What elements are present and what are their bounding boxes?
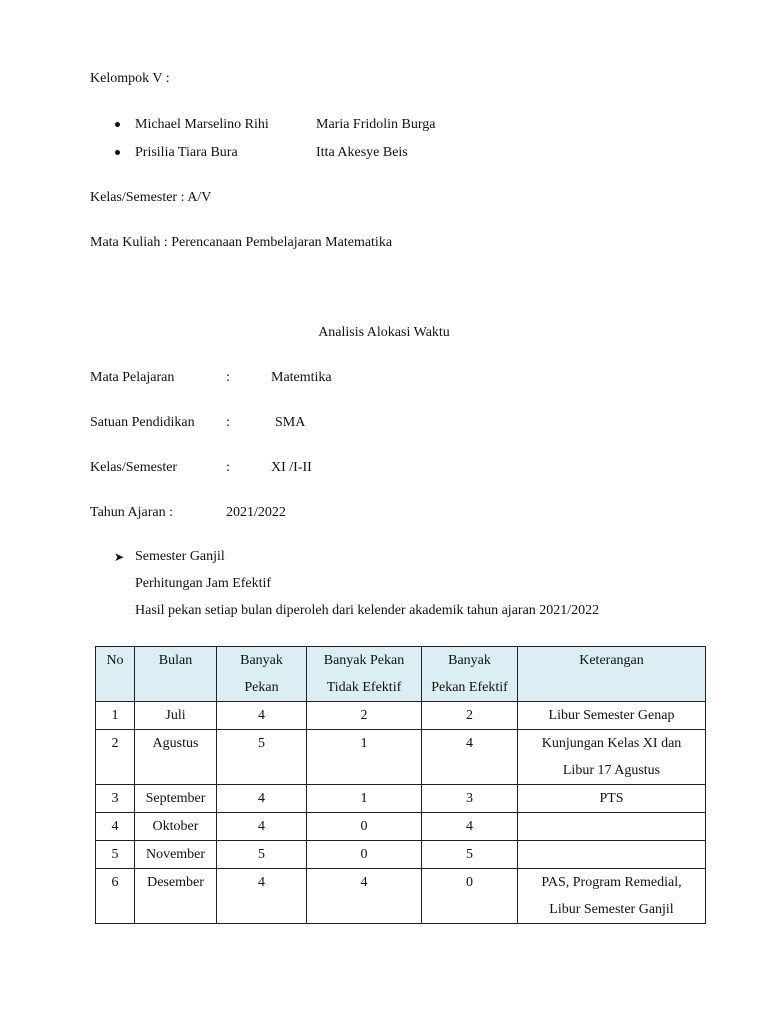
class-semester: Kelas/Semester : A/V: [90, 190, 212, 205]
cell-keterangan: Libur Semester Genap: [518, 702, 706, 730]
group-label: Kelompok V :: [90, 71, 170, 86]
class-colon: :: [226, 460, 230, 475]
cell-bulan: September: [135, 785, 217, 813]
header-keterangan: Keterangan: [518, 647, 706, 702]
table-row: [96, 841, 706, 869]
cell-tidak-efektif: 1: [307, 730, 422, 785]
table-row: [96, 702, 706, 730]
cell-pekan: 4: [217, 785, 307, 813]
table-row: [96, 730, 706, 785]
member-name: Maria Fridolin Burga: [316, 117, 436, 132]
table-header-row: [96, 647, 706, 702]
subject-label: Mata Pelajaran: [90, 370, 175, 385]
cell-no: 1: [96, 702, 135, 730]
table-row: [96, 785, 706, 813]
member-name: Itta Akesye Beis: [316, 145, 408, 160]
cell-bulan: November: [135, 841, 217, 869]
cell-no: 2: [96, 730, 135, 785]
member-name: Michael Marselino Rihi: [135, 117, 269, 132]
subject-value: Matemtika: [271, 370, 332, 385]
cell-tidak-efektif: 0: [307, 841, 422, 869]
subject-colon: :: [226, 370, 230, 385]
class-value: XI /I-II: [271, 460, 312, 475]
cell-efektif: 2: [422, 702, 518, 730]
header-bulan: Bulan: [135, 647, 217, 702]
section-line: Hasil pekan setiap bulan diperoleh dari kelender akademik tahun ajaran 2021/2022: [135, 603, 600, 618]
cell-pekan: 5: [217, 730, 307, 785]
cell-keterangan: PTS: [518, 785, 706, 813]
cell-keterangan: [518, 841, 706, 869]
cell-keterangan: PAS, Program Remedial, Libur Semester Ganjil: [518, 869, 706, 924]
unit-value: SMA: [275, 415, 306, 430]
year-value: 2021/2022: [226, 505, 286, 520]
cell-keterangan: [518, 813, 706, 841]
cell-bulan: Oktober: [135, 813, 217, 841]
section-heading: Semester Ganjil: [135, 549, 225, 564]
table-row: [96, 869, 706, 924]
cell-tidak-efektif: 0: [307, 813, 422, 841]
header-pekan-tidak-efektif: Banyak Pekan Tidak Efektif: [307, 647, 422, 702]
document-title: Analisis Alokasi Waktu: [318, 325, 450, 340]
unit-label: Satuan Pendidikan: [90, 415, 195, 430]
cell-tidak-efektif: 4: [307, 869, 422, 924]
course-name: Mata Kuliah : Perencanaan Pembelajaran Matematika: [90, 235, 393, 250]
cell-tidak-efektif: 1: [307, 785, 422, 813]
cell-bulan: Agustus: [135, 730, 217, 785]
arrow-bullet-icon: ➤: [114, 550, 125, 564]
cell-efektif: 3: [422, 785, 518, 813]
bullet-icon: [115, 150, 120, 155]
cell-no: 3: [96, 785, 135, 813]
cell-no: 5: [96, 841, 135, 869]
header-no: No: [96, 647, 135, 702]
allocation-table: [95, 646, 706, 924]
cell-pekan: 4: [217, 813, 307, 841]
section-line: Perhitungan Jam Efektif: [135, 576, 272, 591]
unit-colon: :: [226, 415, 230, 430]
cell-no: 4: [96, 813, 135, 841]
cell-bulan: Juli: [135, 702, 217, 730]
bullet-icon: [115, 122, 120, 127]
header-banyak-pekan: Banyak Pekan: [217, 647, 307, 702]
cell-efektif: 4: [422, 813, 518, 841]
cell-efektif: 4: [422, 730, 518, 785]
class-label: Kelas/Semester: [90, 460, 178, 475]
member-name: Prisilia Tiara Bura: [135, 145, 238, 160]
cell-pekan: 4: [217, 702, 307, 730]
year-label: Tahun Ajaran :: [90, 505, 173, 520]
cell-no: 6: [96, 869, 135, 924]
cell-bulan: Desember: [135, 869, 217, 924]
cell-efektif: 5: [422, 841, 518, 869]
cell-pekan: 5: [217, 841, 307, 869]
cell-efektif: 0: [422, 869, 518, 924]
header-pekan-efektif: Banyak Pekan Efektif: [422, 647, 518, 702]
table-row: [96, 813, 706, 841]
cell-pekan: 4: [217, 869, 307, 924]
cell-tidak-efektif: 2: [307, 702, 422, 730]
cell-keterangan: Kunjungan Kelas XI dan Libur 17 Agustus: [518, 730, 706, 785]
